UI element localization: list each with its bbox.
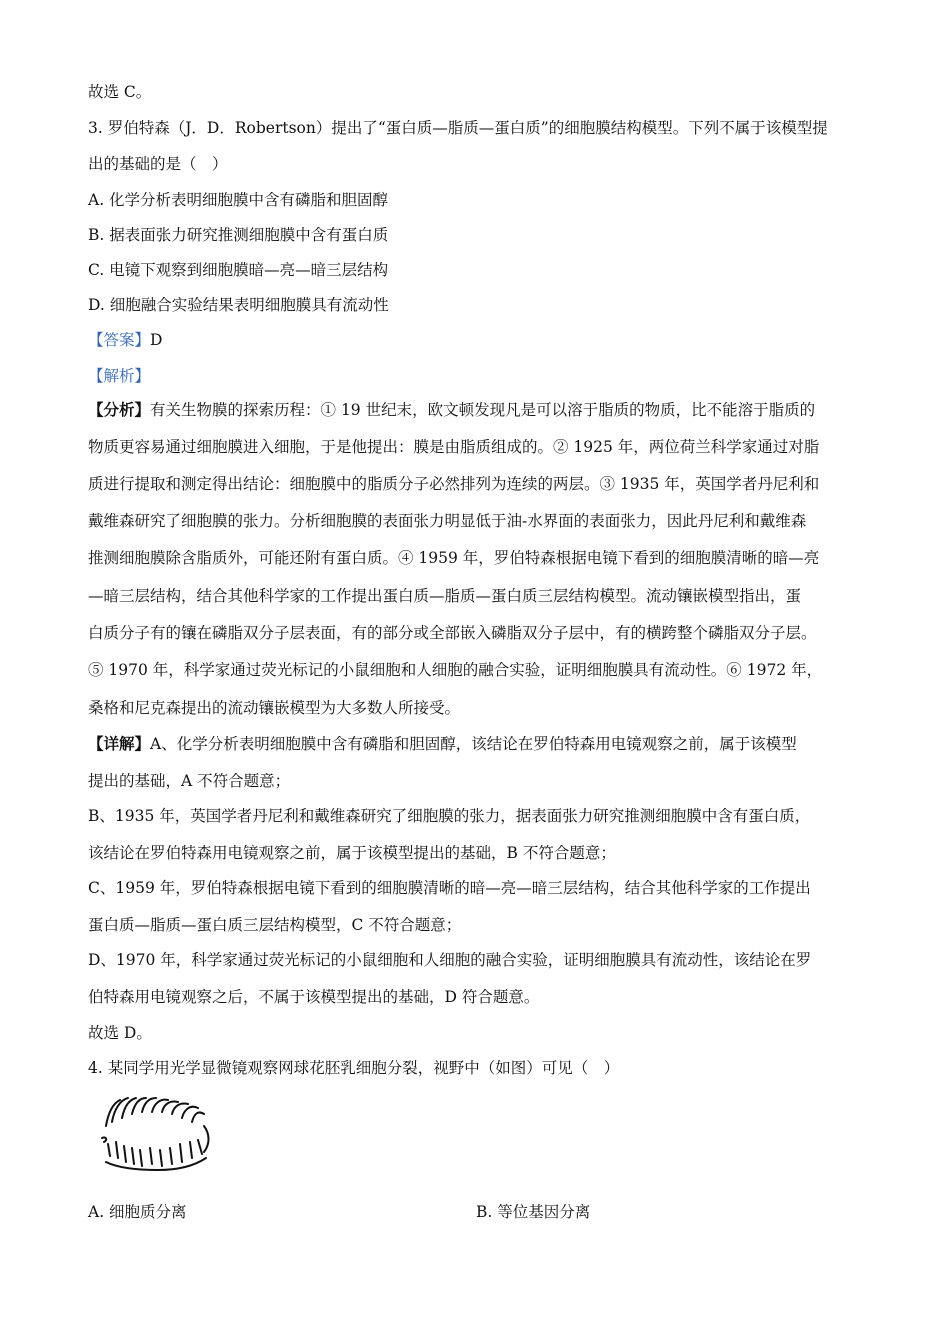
detail-line: 伯特森用电镜观察之后，不属于该模型提出的基础，D 符合题意。 <box>88 988 540 1006</box>
analysis-para-line <box>88 400 815 420</box>
option-c: C. 电镜下观察到细胞膜暗—亮—暗三层结构 <box>88 261 389 279</box>
detail-line: D、1970 年，科学家通过荧光标记的小鼠细胞和人细胞的融合实验，证明细胞膜具有流动性，该结论在罗 <box>88 951 812 969</box>
detail-line: C、1959 年，罗伯特森根据电镜下看到的细胞膜清晰的暗—亮—暗三层结构，结合其他科学家的工作提出 <box>88 879 811 897</box>
analysis-para-line: 戴维森研究了细胞膜的张力。分析细胞膜的表面张力明显低于油-水界面的表面张力，因此丹尼利和戴维森 <box>88 512 807 530</box>
analysis-para-line: 物质更容易通过细胞膜进入细胞，于是他提出：膜是由脂质组成的。② 1925 年，两位荷兰科学家通过对脂 <box>88 438 820 456</box>
xiangjie-tag: 【详解】 <box>88 734 151 753</box>
conclusion-line: 故选 D。 <box>88 1024 152 1042</box>
text-line: 故选 C。 <box>88 83 152 101</box>
detail-line: B、1935 年，英国学者丹尼利和戴维森研究了细胞膜的张力，据表面张力研究推测细胞膜中含有蛋白质， <box>88 807 811 825</box>
option-a: A. 细胞质分离 <box>88 1203 187 1221</box>
analysis-para-line: 推测细胞膜除含脂质外，可能还附有蛋白质。④ 1959 年，罗伯特森根据电镜下看到的细胞膜清晰的暗—亮 <box>88 549 820 567</box>
detail-line <box>88 734 797 754</box>
option-b: B. 等位基因分离 <box>476 1203 591 1221</box>
analysis-line <box>88 366 150 386</box>
analysis-para-line: 桑格和尼克森提出的流动镶嵌模型为大多数人所接受。 <box>88 699 461 717</box>
detail-line: 提出的基础，A 不符合题意； <box>88 772 291 790</box>
fenxi-tag: 【分析】 <box>88 400 151 419</box>
question-3-stem: 3. 罗伯特森（J．D．Robertson）提出了“蛋白质—脂质—蛋白质”的细胞膜结构模型。下列不属于该模型提 <box>88 119 828 137</box>
analysis-tag: 【解析】 <box>88 367 151 385</box>
option-b: B. 据表面张力研究推测细胞膜中含有蛋白质 <box>88 226 389 244</box>
question-4-stem: 4. 某同学用光学显微镜观察网球花胚乳细胞分裂，视野中（如图）可见（ ） <box>88 1059 620 1077</box>
detail-text: A、化学分析表明细胞膜中含有磷脂和胆固醇，该结论在罗伯特森用电镜观察之前，属于该模型 <box>150 735 797 753</box>
analysis-para-line: 白质分子有的镶在磷脂双分子层表面，有的部分或全部嵌入磷脂双分子层中，有的横跨整个磷脂双分子层。 <box>88 624 817 642</box>
answer-line <box>88 330 162 350</box>
option-d: D. 细胞融合实验结果表明细胞膜具有流动性 <box>88 296 389 314</box>
detail-line: 该结论在罗伯特森用电镜观察之前，属于该模型提出的基础，B 不符合题意； <box>88 844 616 862</box>
analysis-para-line: 质进行提取和测定得出结论：细胞膜中的脂质分子必然排列为连续的两层。③ 1935 年，英国学者丹尼利和 <box>88 475 820 493</box>
analysis-text: 有关生物膜的探索历程：① 19 世纪末，欧文顿发现凡是可以溶于脂质的物质，比不能溶于脂质的 <box>150 401 816 419</box>
analysis-para-line: —暗三层结构，结合其他科学家的工作提出蛋白质—脂质—蛋白质三层结构模型。流动镶嵌模型指出，蛋 <box>88 587 802 605</box>
question-3-stem-cont: 出的基础的是（ ） <box>88 155 228 173</box>
option-a: A. 化学分析表明细胞膜中含有磷脂和胆固醇 <box>88 191 389 209</box>
analysis-para-line: ⑤ 1970 年，科学家通过荧光标记的小鼠细胞和人细胞的融合实验，证明细胞膜具有流动性。⑥ 1972 年， <box>88 661 823 679</box>
microscope-figure-image <box>98 1092 214 1174</box>
detail-line: 蛋白质—脂质—蛋白质三层结构模型，C 不符合题意； <box>88 916 462 934</box>
answer-tag: 【答案】 <box>88 331 151 349</box>
answer-value: D <box>150 331 163 349</box>
